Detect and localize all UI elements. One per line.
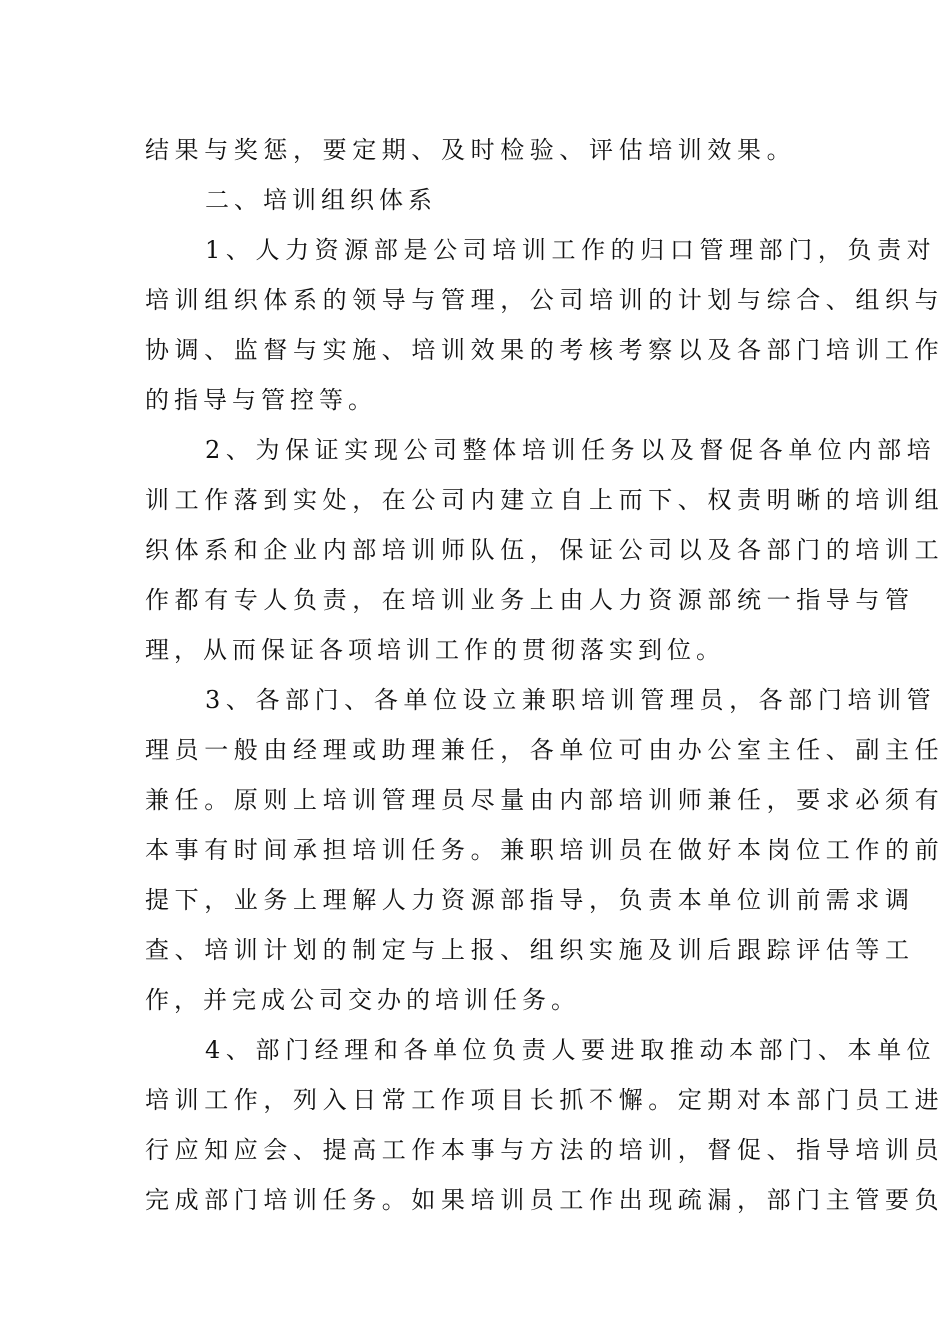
- paragraph-3-line-3: 兼任。原则上培训管理员尽量由内部培训师兼任，要求必须有: [145, 786, 945, 814]
- paragraph-3-line-2: 理员一般由经理或助理兼任，各单位可由办公室主任、副主任: [145, 736, 945, 764]
- paragraph-3-line-6: 查、培训计划的制定与上报、组织实施及训后跟踪评估等工: [145, 936, 915, 964]
- paragraph-2-line-3: 织体系和企业内部培训师队伍，保证公司以及各部门的培训工: [145, 536, 945, 564]
- paragraph-1-line-4: 的指导与管控等。: [145, 386, 377, 414]
- paragraph-4-line-1: 4、部门经理和各单位负责人要进取推动本部门、本单位: [205, 1036, 937, 1064]
- paragraph-2-line-4: 作都有专人负责，在培训业务上由人力资源部统一指导与管: [145, 586, 915, 614]
- paragraph-2-line-2: 训工作落到实处，在公司内建立自上而下、权责明晰的培训组: [145, 486, 945, 514]
- paragraph-3-line-4: 本事有时间承担培训任务。兼职培训员在做好本岗位工作的前: [145, 836, 945, 864]
- section-heading: 二、培训组织体系: [205, 186, 437, 214]
- text-line: 结果与奖惩，要定期、及时检验、评估培训效果。: [145, 136, 797, 164]
- paragraph-1-line-3: 协调、监督与实施、培训效果的考核考察以及各部门培训工作: [145, 336, 945, 364]
- paragraph-3-line-7: 作，并完成公司交办的培训任务。: [145, 986, 580, 1014]
- paragraph-3-line-1: 3、各部门、各单位设立兼职培训管理员，各部门培训管: [205, 686, 937, 714]
- paragraph-4-line-3: 行应知应会、提高工作本事与方法的培训，督促、指导培训员: [145, 1136, 945, 1164]
- paragraph-1-line-1: 1、人力资源部是公司培训工作的归口管理部门，负责对: [205, 236, 937, 264]
- paragraph-2-line-1: 2、为保证实现公司整体培训任务以及督促各单位内部培: [205, 436, 937, 464]
- paragraph-4-line-4: 完成部门培训任务。如果培训员工作出现疏漏，部门主管要负: [145, 1186, 945, 1214]
- paragraph-3-line-5: 提下，业务上理解人力资源部指导，负责本单位训前需求调: [145, 886, 915, 914]
- paragraph-4-line-2: 培训工作，列入日常工作项目长抓不懈。定期对本部门员工进: [145, 1086, 945, 1114]
- paragraph-1-line-2: 培训组织体系的领导与管理，公司培训的计划与综合、组织与: [145, 286, 945, 314]
- paragraph-2-line-5: 理，从而保证各项培训工作的贯彻落实到位。: [145, 636, 725, 664]
